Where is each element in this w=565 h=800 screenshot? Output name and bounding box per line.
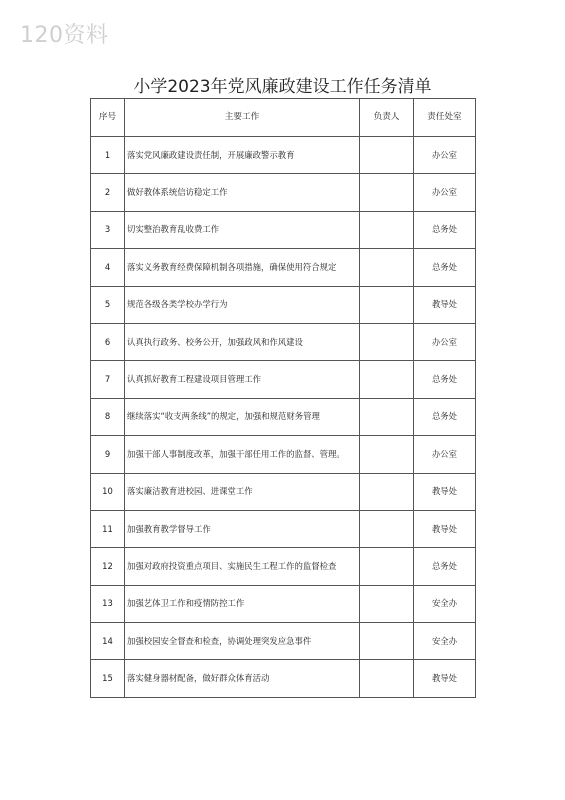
row-dept: 总务处 (414, 249, 476, 286)
row-task: 切实整治教育乱收费工作 (125, 211, 360, 248)
row-dept: 总务处 (414, 211, 476, 248)
row-task: 认真抓好教育工程建设项目管理工作 (125, 361, 360, 398)
table-header-row (91, 99, 476, 137)
row-task: 加强艺体卫工作和疫情防控工作 (125, 585, 360, 622)
row-number: 7 (91, 361, 125, 398)
row-number: 9 (91, 436, 125, 473)
table-row (91, 473, 476, 510)
table-row (91, 623, 476, 660)
row-owner (360, 174, 414, 211)
table-row (91, 585, 476, 622)
header-dept: 责任处室 (414, 99, 476, 137)
row-dept: 安全办 (414, 585, 476, 622)
row-dept: 总务处 (414, 398, 476, 435)
row-owner (360, 137, 414, 174)
table-row (91, 436, 476, 473)
row-dept: 教导处 (414, 510, 476, 547)
table-row (91, 548, 476, 585)
row-task: 做好教体系统信访稳定工作 (125, 174, 360, 211)
row-task: 继续落实“收支两条线”的规定，加强和规范财务管理 (125, 398, 360, 435)
row-dept: 总务处 (414, 548, 476, 585)
row-number: 4 (91, 249, 125, 286)
table-row (91, 211, 476, 248)
header-no: 序号 (91, 99, 125, 137)
row-number: 6 (91, 323, 125, 360)
row-dept: 办公室 (414, 436, 476, 473)
row-dept: 教导处 (414, 473, 476, 510)
row-dept: 办公室 (414, 137, 476, 174)
row-task: 落实义务教育经费保障机制各项措施，确保使用符合规定 (125, 249, 360, 286)
row-number: 2 (91, 174, 125, 211)
header-task: 主要工作 (125, 99, 360, 137)
table-row (91, 174, 476, 211)
row-owner (360, 211, 414, 248)
row-task: 认真执行政务、校务公开，加强政风和作风建设 (125, 323, 360, 360)
row-number: 1 (91, 137, 125, 174)
row-task: 落实廉洁教育进校园、进课堂工作 (125, 473, 360, 510)
row-owner (360, 473, 414, 510)
row-task: 加强干部人事制度改革，加强干部任用工作的监督、管理。 (125, 436, 360, 473)
row-owner (360, 585, 414, 622)
document-title: 小学2023年党风廉政建设工作任务清单 (133, 77, 432, 97)
row-number: 11 (91, 510, 125, 547)
row-dept: 教导处 (414, 660, 476, 697)
table-row (91, 249, 476, 286)
task-table (90, 98, 476, 698)
row-owner (360, 323, 414, 360)
row-task: 落实党风廉政建设责任制，开展廉政警示教育 (125, 137, 360, 174)
row-task: 加强教育教学督导工作 (125, 510, 360, 547)
row-number: 5 (91, 286, 125, 323)
row-owner (360, 623, 414, 660)
row-number: 13 (91, 585, 125, 622)
table-row (91, 398, 476, 435)
row-number: 14 (91, 623, 125, 660)
table-row (91, 323, 476, 360)
row-dept: 总务处 (414, 361, 476, 398)
table-body (91, 137, 476, 698)
row-number: 3 (91, 211, 125, 248)
row-task: 加强校园安全督查和检查，协调处理突发应急事件 (125, 623, 360, 660)
row-dept: 办公室 (414, 323, 476, 360)
table-row (91, 361, 476, 398)
row-dept: 安全办 (414, 623, 476, 660)
table-row (91, 286, 476, 323)
watermark: 120资料 (20, 23, 109, 48)
row-number: 8 (91, 398, 125, 435)
row-number: 12 (91, 548, 125, 585)
table-row (91, 137, 476, 174)
row-owner (360, 361, 414, 398)
table-row (91, 510, 476, 547)
row-owner (360, 510, 414, 547)
row-owner (360, 249, 414, 286)
row-owner (360, 436, 414, 473)
row-dept: 教导处 (414, 286, 476, 323)
row-owner (360, 398, 414, 435)
row-owner (360, 660, 414, 697)
row-number: 15 (91, 660, 125, 697)
row-owner (360, 548, 414, 585)
row-owner (360, 286, 414, 323)
row-dept: 办公室 (414, 174, 476, 211)
row-task: 落实健身器材配备，做好群众体育活动 (125, 660, 360, 697)
table-row (91, 660, 476, 697)
row-task: 规范各级各类学校办学行为 (125, 286, 360, 323)
row-number: 10 (91, 473, 125, 510)
header-owner: 负责人 (360, 99, 414, 137)
row-task: 加强对政府投资重点项目、实施民生工程工作的监督检查 (125, 548, 360, 585)
